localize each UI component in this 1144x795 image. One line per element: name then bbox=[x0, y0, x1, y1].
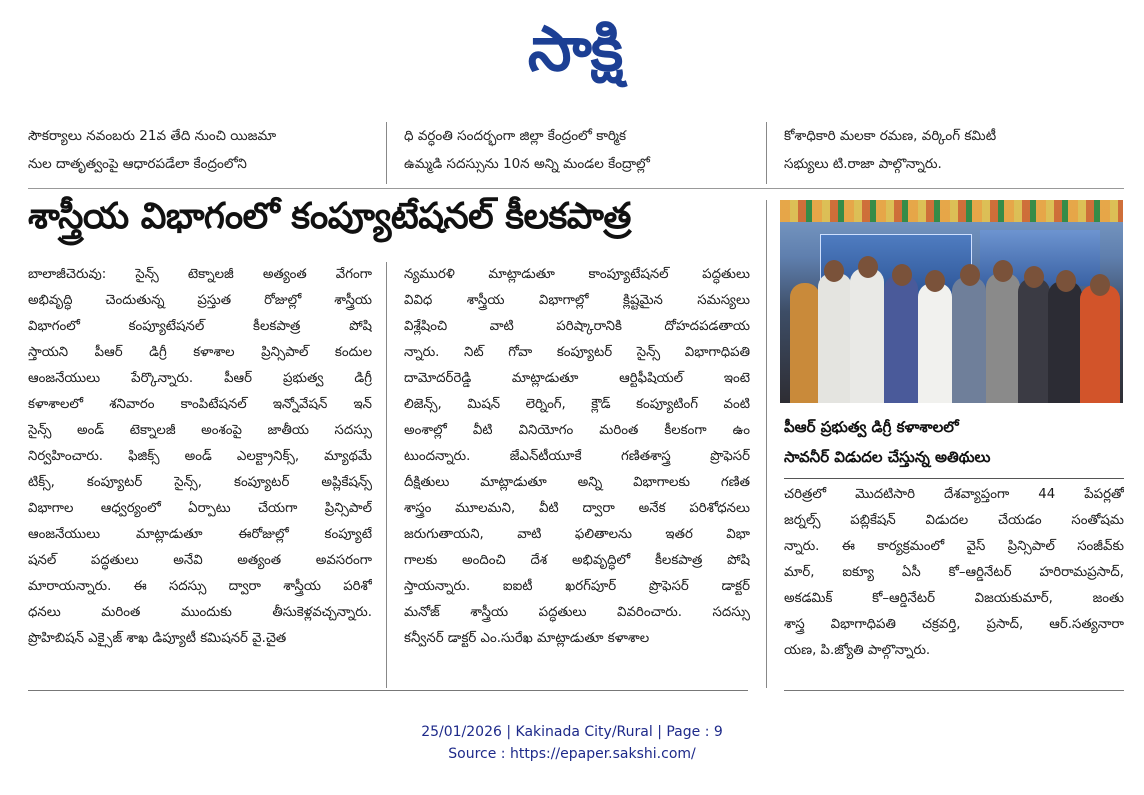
text-line: సైన్స్ అండ్ టెక్నాలజీ అంశంపై జాతీయ సదస్సు bbox=[28, 423, 372, 438]
caption-line: సావనీర్ విడుదల చేస్తున్న అతిథులు bbox=[784, 448, 991, 466]
photo-garland bbox=[780, 200, 1123, 222]
text-line: జరుగుతాయని, వాటి ఫలితాలను ఇతర విభా bbox=[404, 527, 750, 542]
fragment-line: నుల దాతృత్వంపై ఆధారపడేలా కేంద్రంలోని bbox=[28, 156, 247, 172]
photo-person bbox=[1080, 285, 1120, 403]
text-line: బాలాజీచెరువు: సైన్స్ టెక్నాలజీ అత్యంత వేగంగా bbox=[28, 267, 372, 282]
photo-person bbox=[918, 283, 952, 403]
text-line: విభాగాల ఆధ్వర్యంలో ఏర్పాటు చేయగా ప్రిన్సిపాల్ bbox=[28, 501, 372, 516]
text-line: యణ, పి.జ్యోతి పాల్గొన్నారు. bbox=[784, 643, 931, 658]
text-line: గాలకు అందించి దేశ అభివృద్ధిలో కీలకపాత్ర పోషి bbox=[404, 553, 750, 568]
photo-head bbox=[1056, 270, 1076, 292]
text-line: న్యమురళి మాట్లాడుతూ కాంప్యూటేషనల్ పద్ధతులు bbox=[404, 267, 750, 282]
photo-head bbox=[892, 264, 912, 286]
fragment-line: ధి వర్ధంతి సందర్భంగా జిల్లా కేంద్రంలో కార్మిక bbox=[404, 128, 626, 144]
photo-head bbox=[993, 260, 1013, 282]
text-line: దామోదర్‌రెడ్డి మాట్లాడుతూ ఆర్టిఫీషియల్ ఇంటె bbox=[404, 371, 750, 386]
text-line: స్తాయని పీఆర్ డిగ్రీ కళాశాల ప్రిన్సిపాల్ కందుల bbox=[28, 345, 372, 360]
photo-person bbox=[884, 275, 918, 403]
fragment-line: ఉమ్మడి సదస్సును 10న అన్ని మండల కేంద్రాల్లో bbox=[404, 156, 650, 172]
top-fragment-col3 bbox=[784, 122, 1124, 178]
text-line: ప్రొహిబిషన్ ఎక్సైజ్ శాఖ డిప్యూటీ కమిషనర్ వై.చైత bbox=[28, 631, 287, 646]
column-divider bbox=[766, 122, 767, 184]
photo-head bbox=[824, 260, 844, 282]
photo-person bbox=[790, 283, 820, 403]
text-line: టిక్స్, కంప్యూటర్ సైన్స్, కంప్యూటర్ అప్లికేషన్స్ bbox=[28, 475, 372, 490]
photo-head bbox=[960, 264, 980, 286]
text-line: నిర్వహించారు. ఫిజిక్స్ అండ్ ఎలక్ట్రానిక్స్, మ్యాథమే bbox=[28, 449, 372, 464]
text-line: షనల్ పద్ధతులు అనేవి అత్యంత అవసరంగా bbox=[28, 553, 372, 568]
photo-person bbox=[1048, 281, 1082, 403]
photo-head bbox=[858, 256, 878, 278]
top-fragment-col2 bbox=[404, 122, 749, 178]
text-line: లిజెన్స్, మిషన్ లెర్నింగ్, క్లౌడ్ కంప్యూటింగ్ వంటి bbox=[404, 397, 750, 412]
text-line: న్నారు. నిట్ గోవా కంప్యూటర్ సైన్స్ విభాగాధిపతి bbox=[404, 345, 750, 360]
photo-person bbox=[1018, 278, 1050, 403]
article-column-3 bbox=[784, 482, 1124, 664]
photo-head bbox=[1024, 266, 1044, 288]
photo-person bbox=[952, 277, 986, 403]
text-line: అంశాల్లో వీటి వినియోగం మరింత కీలకంగా ఉం bbox=[404, 423, 750, 438]
article-headline: శాస్త్రీయ విభాగంలో కంప్యూటేషనల్ కీలకపాత్ర bbox=[28, 196, 631, 237]
text-line: మనోజ్ శాస్త్రీయ పద్ధతులు వివరించారు. సదస్సు bbox=[404, 605, 750, 620]
text-line: కళాశాలలో శనివారం కాంపిటేషనల్ ఇన్నోవేషన్ ఇన్ bbox=[28, 397, 372, 412]
text-line: ఆంజనేయులు మాట్లాడుతూ ఈరోజుల్లో కంప్యూటే bbox=[28, 527, 372, 542]
photo-person bbox=[818, 273, 852, 403]
text-line: ఆంజనేయులు పేర్కొన్నారు. పీఆర్ ప్రభుత్వ డిగ్రీ bbox=[28, 371, 372, 386]
text-line: జర్నల్స్ పబ్లికేషన్ విడుదల చేయడం సంతోషమ bbox=[784, 513, 1124, 528]
footer-date-edition: 25/01/2026 | Kakinada City/Rural | Page : 9 bbox=[421, 724, 723, 740]
text-line: అకడమిక్ కో–ఆర్డినేటర్ విజయకుమార్, జంతు bbox=[784, 591, 1124, 606]
text-line: వివిధ శాస్త్రీయ విభాగాల్లో క్లిష్టమైన సమస్యలు bbox=[404, 293, 750, 308]
text-line: కన్వీనర్ డాక్టర్ ఎం.సురేఖ మాట్లాడుతూ కళాశాల bbox=[404, 631, 650, 646]
caption-divider bbox=[784, 478, 1124, 479]
photo-person bbox=[986, 273, 1020, 403]
text-line: అభివృద్ధి చెందుతున్న ప్రస్తుత రోజుల్లో శాస్త్రీయ bbox=[28, 293, 372, 308]
text-line: ధనలు మరింత ముందుకు తీసుకెళ్లవచ్చన్నారు. bbox=[28, 605, 372, 620]
footer-source: Source : https://epaper.sakshi.com/ bbox=[448, 746, 696, 762]
photo-caption bbox=[784, 412, 1124, 472]
fragment-line: సభ్యులు టి.రాజా పాల్గొన్నారు. bbox=[784, 156, 942, 172]
photo-head bbox=[1090, 274, 1110, 296]
text-line: శాస్త్రం మూలమని, వీటి ద్వారా అనేక పరిశోధనలు bbox=[404, 501, 750, 516]
text-line: చరిత్రలో మొదటిసారి దేశవ్యాప్తంగా 44 పేపర్లతో bbox=[784, 487, 1124, 502]
top-fragment-col1 bbox=[28, 122, 368, 178]
text-line: మారాయన్నారు. ఈ సదస్సు ద్వారా శాస్త్రీయ పరిశో bbox=[28, 579, 372, 594]
fragment-line: సౌకర్యాలు నవంబరు 21వ తేది నుంచి యిజమా bbox=[28, 128, 277, 144]
article-photo bbox=[780, 200, 1123, 403]
text-line: టుందన్నారు. జేఎన్‌టీయూకే గణితశాస్త్ర ప్రొఫెసర్ bbox=[404, 449, 750, 464]
photo-person bbox=[850, 268, 884, 403]
article-column-1 bbox=[28, 262, 372, 652]
text-line: మార్, ఐక్యూ ఏసీ కో–ఆర్డినేటర్ హరిరామప్రసాద్, bbox=[784, 565, 1124, 580]
text-line: న్నారు. ఈ కార్యక్రమంలో వైస్ ప్రిన్సిపాల్ సంజీవ్‌కు bbox=[784, 539, 1124, 554]
text-line: శాస్త్ర విభాగాధిపతి చక్రవర్తి, ప్రసాద్, ఆర్.సత్యనారా bbox=[784, 617, 1124, 632]
column-divider bbox=[386, 122, 387, 184]
text-line: దీక్షితులు మాట్లాడుతూ అన్ని విభాగాలకు గణిత bbox=[404, 475, 750, 490]
column-divider bbox=[766, 200, 767, 688]
photo-head bbox=[925, 270, 945, 292]
text-line: విశ్లేషించి వాటి పరిష్కారానికి దోహదపడతాయ bbox=[404, 319, 750, 334]
article-column-2 bbox=[404, 262, 750, 652]
bottom-divider bbox=[784, 690, 1124, 691]
logo-text: సాక్షి bbox=[527, 12, 623, 85]
section-divider bbox=[28, 188, 1124, 189]
text-line: స్తాయన్నారు. ఐఐటీ ఖరగ్‌పూర్ ప్రొఫెసర్ డాక్టర్ bbox=[404, 579, 750, 594]
bottom-divider bbox=[28, 690, 748, 691]
fragment-line: కోశాధికారి మలకా రమణ, వర్కింగ్ కమిటీ bbox=[784, 128, 997, 144]
caption-line: పీఆర్ ప్రభుత్వ డిగ్రీ కళాశాలలో bbox=[784, 418, 959, 436]
text-line: విభాగంలో కంప్యూటేషనల్ కీలకపాత్ర పోషి bbox=[28, 319, 372, 334]
masthead-logo bbox=[470, 6, 680, 106]
column-divider bbox=[386, 262, 387, 688]
